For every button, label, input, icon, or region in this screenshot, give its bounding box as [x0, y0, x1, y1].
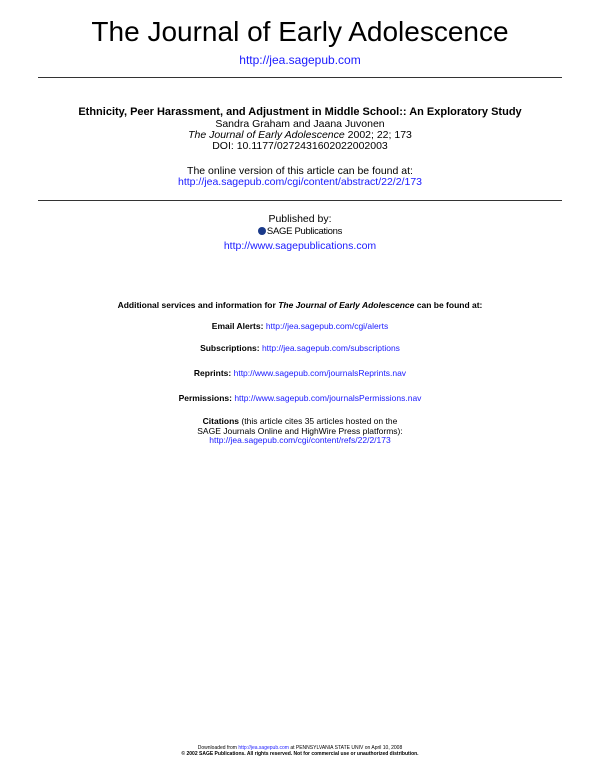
citation-journal: The Journal of Early Adolescence — [188, 129, 345, 141]
services-intro-journal: The Journal of Early Adolescence — [278, 300, 415, 310]
sage-globe-icon — [258, 227, 266, 235]
subscriptions-row — [0, 343, 600, 353]
email-alerts-label: Email Alerts: — [211, 321, 264, 331]
copyright-footer: © 2002 SAGE Publications. All rights reserved. Not for commercial use or unauthorized distribution. — [181, 751, 419, 757]
subscriptions-link[interactable]: http://jea.sagepub.com/subscriptions — [261, 343, 400, 353]
article-doi: DOI: 10.1177/0272431602022002003 — [212, 140, 388, 152]
reprints-row — [0, 368, 600, 378]
permissions-label: Permissions: — [178, 393, 232, 403]
downloaded-link[interactable]: http://jea.sagepub.com — [238, 745, 289, 751]
permissions-row — [0, 393, 600, 403]
permissions-link[interactable]: http://www.sagepub.com/journalsPermissions.nav — [234, 393, 422, 403]
sage-logo-text: SAGE Publications — [266, 226, 343, 237]
downloaded-prefix: Downloaded from — [197, 745, 239, 751]
citations-label: Citations — [202, 416, 240, 426]
article-title: Ethnicity, Peer Harassment, and Adjustment in Middle School:: An Exploratory Study — [78, 106, 522, 118]
article-authors: Sandra Graham and Jaana Juvonen — [215, 118, 385, 130]
reprints-label: Reprints: — [193, 368, 232, 378]
online-version-link[interactable]: http://jea.sagepub.com/cgi/content/abstract/22/2/173 — [178, 176, 422, 188]
citation-details: 2002; 22; 173 — [344, 129, 412, 141]
downloaded-suffix: at PENNSYLVANIA STATE UNIV on April 10, 2008 — [288, 745, 403, 751]
reprints-link[interactable]: http://www.sagepub.com/journalsReprints.nav — [233, 368, 407, 378]
journal-title: The Journal of Early Adolescence — [91, 16, 509, 47]
citations-text: (this article cites 35 articles hosted on the — [239, 416, 398, 426]
journal-url-link[interactable]: http://jea.sagepub.com — [239, 53, 361, 67]
middle-divider — [38, 200, 562, 201]
citations-row — [0, 416, 600, 426]
citations-link[interactable]: http://jea.sagepub.com/cgi/content/refs/22/2/173 — [209, 435, 391, 445]
subscriptions-label: Subscriptions: — [200, 343, 260, 353]
top-divider — [38, 77, 562, 78]
services-intro-suffix: can be found at: — [414, 300, 483, 310]
services-intro-prefix: Additional services and information for — [117, 300, 279, 310]
publisher-url-link[interactable]: http://www.sagepublications.com — [223, 240, 377, 252]
sage-logo — [0, 226, 600, 237]
email-alerts-row — [0, 321, 600, 331]
services-intro — [0, 300, 600, 310]
email-alerts-link[interactable]: http://jea.sagepub.com/cgi/alerts — [265, 321, 389, 331]
citations-text-2: SAGE Journals Online and HighWire Press platforms): — [197, 426, 403, 436]
published-by-label: Published by: — [268, 213, 332, 225]
online-version-text: The online version of this article can be found at: — [187, 165, 413, 177]
